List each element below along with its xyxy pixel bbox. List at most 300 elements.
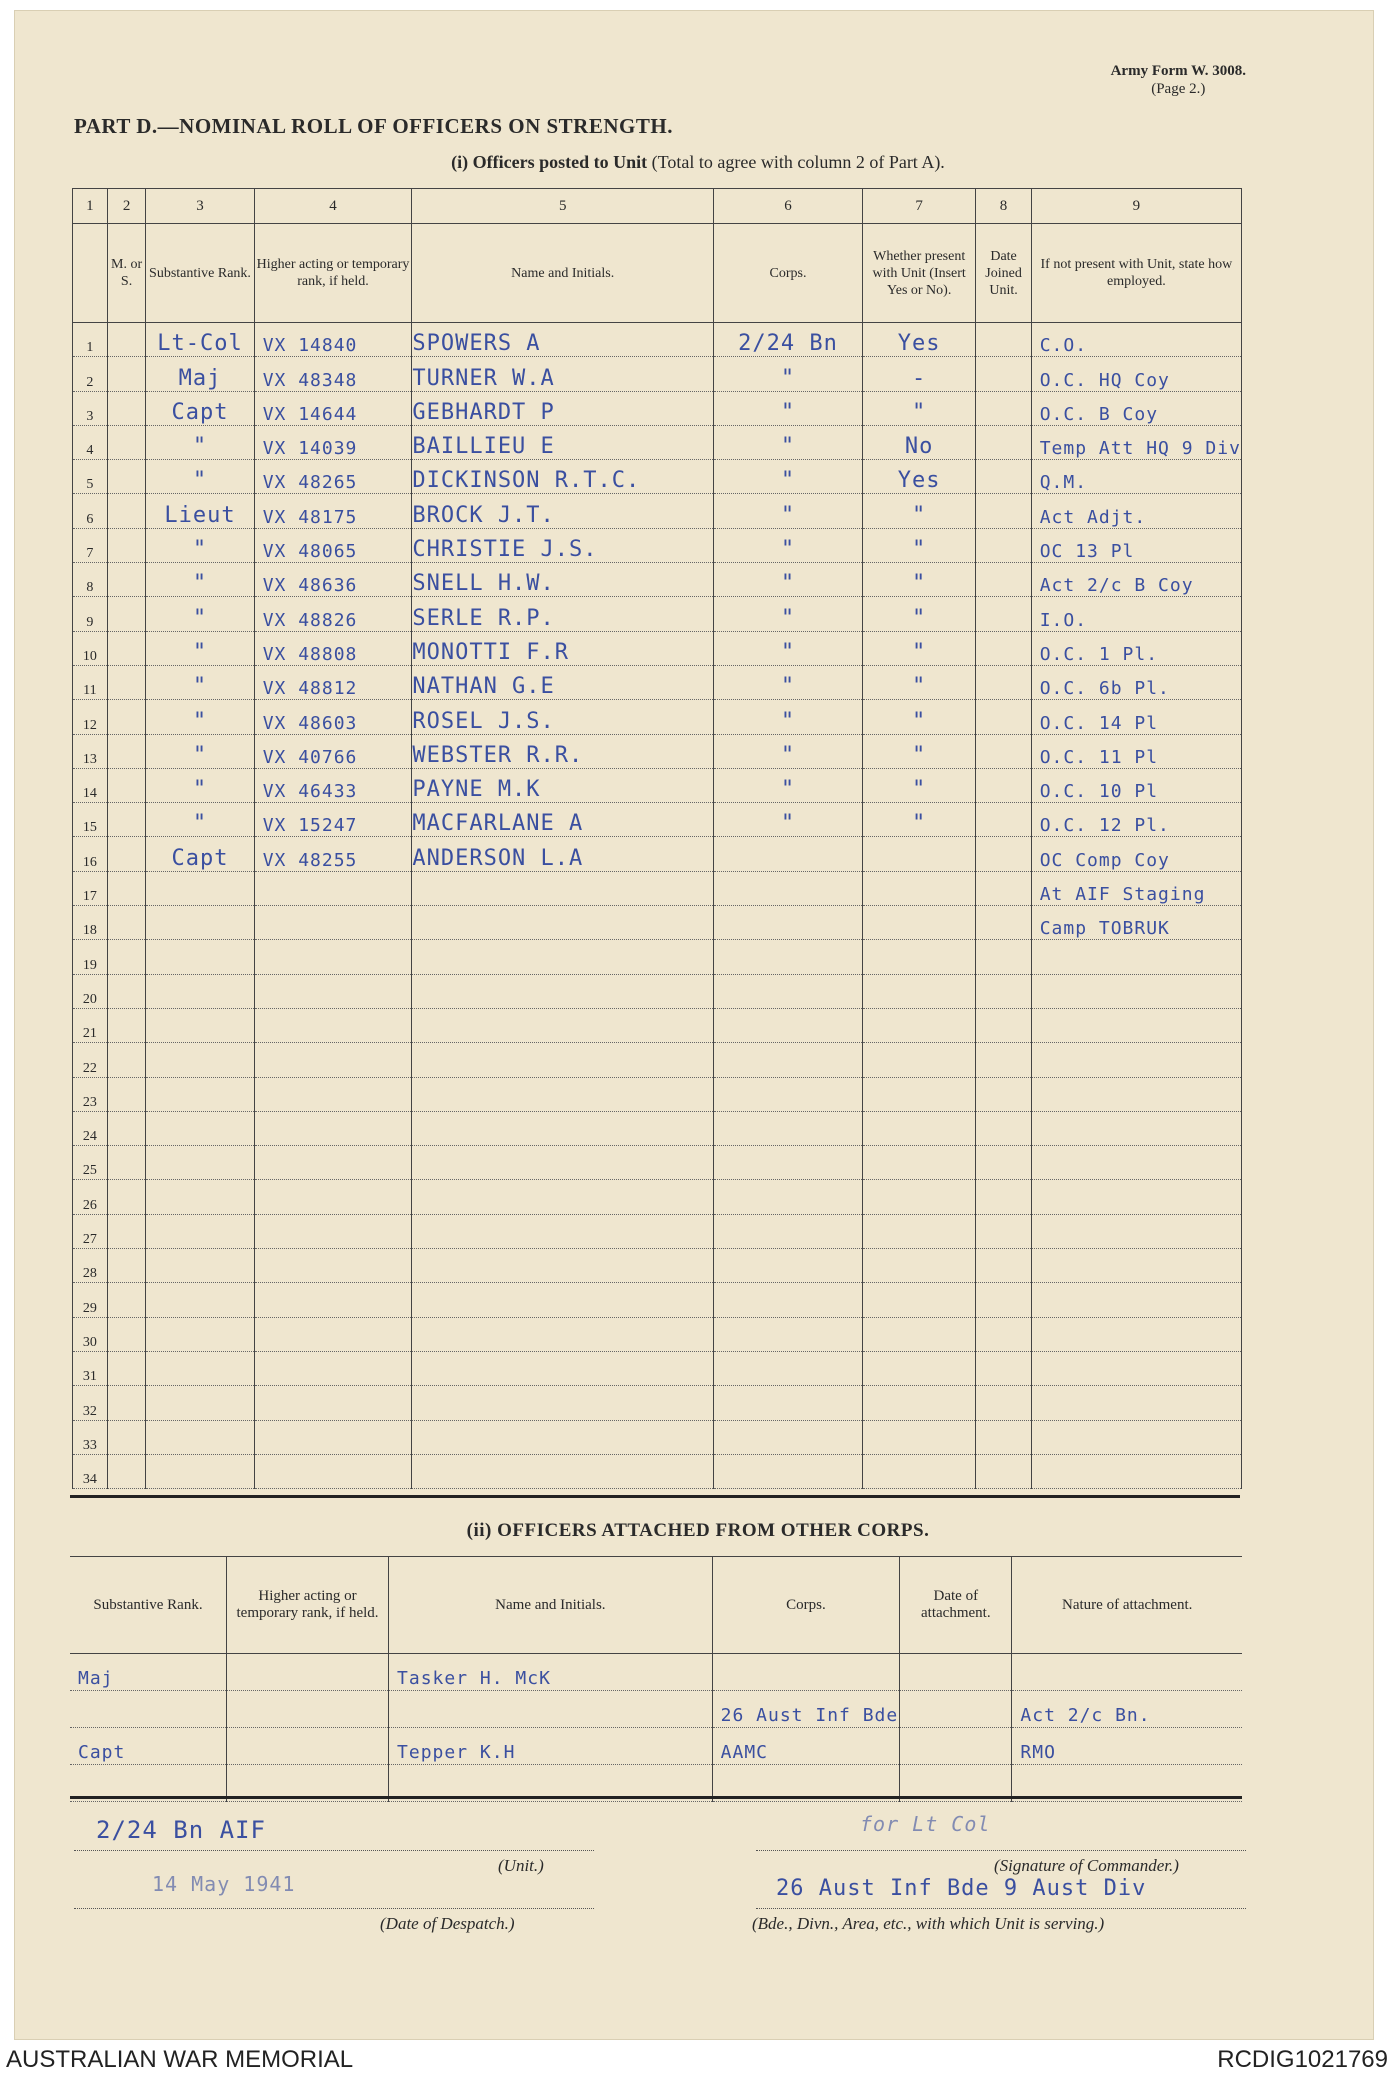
table-row <box>73 1317 1242 1351</box>
substantive-rank-cell <box>146 1146 254 1180</box>
table-row <box>73 494 1242 528</box>
ms-cell <box>107 700 145 734</box>
date-joined-cell <box>976 1386 1031 1420</box>
col-number: 6 <box>714 189 863 224</box>
ms-cell <box>107 1454 145 1488</box>
table-row <box>73 1386 1242 1420</box>
date-joined-cell <box>976 1077 1031 1111</box>
higher-rank-cell: VX 48255 <box>254 837 412 871</box>
substantive-rank-cell <box>146 1111 254 1145</box>
table-row <box>73 734 1242 768</box>
page-number: (Page 2.) <box>1151 81 1206 97</box>
corps-cell <box>714 1077 863 1111</box>
higher-rank-cell <box>254 1283 412 1317</box>
col-header: Nature of attachment. <box>1012 1557 1242 1654</box>
date-joined-cell <box>976 357 1031 391</box>
corps-cell: " <box>714 494 863 528</box>
date-joined-cell <box>976 1180 1031 1214</box>
name-cell <box>412 1146 714 1180</box>
substantive-rank-cell: " <box>146 803 254 837</box>
date-line <box>74 1908 594 1909</box>
name-cell: ROSEL J.S. <box>412 700 714 734</box>
date-joined-cell <box>976 871 1031 905</box>
substantive-rank-cell <box>146 906 254 940</box>
date-joined-cell <box>976 528 1031 562</box>
table-row <box>73 1077 1242 1111</box>
present-cell <box>862 1146 976 1180</box>
ms-cell <box>107 1283 145 1317</box>
higher-rank-cell <box>254 1420 412 1454</box>
corps-cell <box>714 906 863 940</box>
present-cell <box>862 1249 976 1283</box>
col-number: 4 <box>254 189 412 224</box>
table-row <box>73 1351 1242 1385</box>
archive-credit: AUSTRALIAN WAR MEMORIAL <box>6 2046 354 2073</box>
substantive-rank-cell: " <box>146 665 254 699</box>
ms-cell <box>107 323 145 357</box>
corps-cell <box>714 1214 863 1248</box>
date-joined-cell <box>976 1283 1031 1317</box>
present-cell: " <box>862 597 976 631</box>
ms-cell <box>107 940 145 974</box>
name-cell: MONOTTI F.R <box>412 631 714 665</box>
present-cell <box>862 940 976 974</box>
substantive-rank-cell <box>146 1420 254 1454</box>
employment-cell: OC Comp Coy <box>1031 837 1241 871</box>
employment-cell: At AIF Staging <box>1031 871 1241 905</box>
present-cell <box>862 974 976 1008</box>
row-number: 28 <box>73 1249 108 1283</box>
present-cell <box>862 1043 976 1077</box>
higher-rank-cell: VX 48175 <box>254 494 412 528</box>
name-cell: NATHAN G.E <box>412 665 714 699</box>
ms-cell <box>107 460 145 494</box>
present-cell: Yes <box>862 460 976 494</box>
section1-title-rest: (Total to agree with column 2 of Part A). <box>647 152 945 172</box>
date-joined-cell <box>976 700 1031 734</box>
present-cell <box>862 1008 976 1042</box>
brigade-line <box>756 1908 1246 1909</box>
table-row <box>73 1249 1242 1283</box>
ms-cell <box>107 631 145 665</box>
substantive-rank-cell <box>146 1283 254 1317</box>
col-header: Whether present with Unit (Insert Yes or No). <box>862 224 976 323</box>
corps-cell <box>714 940 863 974</box>
col-number: 5 <box>412 189 714 224</box>
col-header: Name and Initials. <box>412 224 714 323</box>
col-header <box>73 224 108 323</box>
col-header: Substantive Rank. <box>146 224 254 323</box>
name-cell: WEBSTER R.R. <box>412 734 714 768</box>
date-joined-cell <box>976 665 1031 699</box>
employment-cell <box>1031 1454 1241 1488</box>
present-cell: " <box>862 768 976 802</box>
corps-cell: " <box>714 734 863 768</box>
column-header-row <box>70 1557 1242 1654</box>
row-number: 7 <box>73 528 108 562</box>
substantive-rank-cell: Lieut <box>146 494 254 528</box>
table-row <box>73 1008 1242 1042</box>
officers-posted-body <box>73 323 1242 1489</box>
row-number: 25 <box>73 1146 108 1180</box>
table-row <box>73 906 1242 940</box>
present-cell: " <box>862 803 976 837</box>
higher-rank-cell: VX 14644 <box>254 391 412 425</box>
employment-cell: O.C. 1 Pl. <box>1031 631 1241 665</box>
table-row <box>73 1111 1242 1145</box>
ms-cell <box>107 1008 145 1042</box>
row-number: 2 <box>73 357 108 391</box>
substantive-rank-cell: " <box>146 528 254 562</box>
date-joined-cell <box>976 631 1031 665</box>
attached-higher-cell <box>227 1691 389 1728</box>
ms-cell <box>107 803 145 837</box>
higher-rank-cell <box>254 1214 412 1248</box>
row-number: 6 <box>73 494 108 528</box>
col-header: Higher acting or temporary rank, if held. <box>254 224 412 323</box>
present-cell <box>862 837 976 871</box>
higher-rank-cell <box>254 1351 412 1385</box>
col-header: Name and Initials. <box>389 1557 713 1654</box>
col-header: Higher acting or temporary rank, if held. <box>227 1557 389 1654</box>
name-cell <box>412 1454 714 1488</box>
table-row <box>73 974 1242 1008</box>
higher-rank-cell <box>254 906 412 940</box>
corps-cell <box>714 1386 863 1420</box>
higher-rank-cell <box>254 1386 412 1420</box>
col-number: 2 <box>107 189 145 224</box>
present-cell <box>862 1351 976 1385</box>
corps-cell <box>714 1249 863 1283</box>
row-number: 10 <box>73 631 108 665</box>
ms-cell <box>107 837 145 871</box>
attached-name-cell: Tasker H. McK <box>389 1654 713 1691</box>
employment-cell: O.C. 6b Pl. <box>1031 665 1241 699</box>
present-cell: " <box>862 700 976 734</box>
ms-cell <box>107 734 145 768</box>
row-number: 23 <box>73 1077 108 1111</box>
corps-cell <box>714 837 863 871</box>
corps-cell <box>714 1111 863 1145</box>
ms-cell <box>107 391 145 425</box>
date-joined-cell <box>976 1111 1031 1145</box>
employment-cell <box>1031 974 1241 1008</box>
attached-higher-cell <box>227 1654 389 1691</box>
corps-cell: " <box>714 425 863 459</box>
substantive-rank-cell: " <box>146 631 254 665</box>
corps-cell: " <box>714 357 863 391</box>
name-cell: GEBHARDT P <box>412 391 714 425</box>
date-value: 14 May 1941 <box>152 1872 296 1896</box>
row-number: 32 <box>73 1386 108 1420</box>
table-row <box>73 391 1242 425</box>
row-number: 21 <box>73 1008 108 1042</box>
higher-rank-cell <box>254 1180 412 1214</box>
name-cell: CHRISTIE J.S. <box>412 528 714 562</box>
employment-cell <box>1031 1317 1241 1351</box>
substantive-rank-cell: Maj <box>146 357 254 391</box>
present-cell: " <box>862 391 976 425</box>
present-cell <box>862 1317 976 1351</box>
present-cell <box>862 1454 976 1488</box>
col-number: 8 <box>976 189 1031 224</box>
name-cell: SERLE R.P. <box>412 597 714 631</box>
higher-rank-cell <box>254 1077 412 1111</box>
date-joined-cell <box>976 768 1031 802</box>
attached-name-cell: Tepper K.H <box>389 1728 713 1765</box>
corps-cell: " <box>714 391 863 425</box>
substantive-rank-cell <box>146 1249 254 1283</box>
ms-cell <box>107 1386 145 1420</box>
present-cell: " <box>862 665 976 699</box>
date-joined-cell <box>976 460 1031 494</box>
employment-cell: Temp Att HQ 9 Div <box>1031 425 1241 459</box>
employment-cell: Camp TOBRUK <box>1031 906 1241 940</box>
name-cell: BROCK J.T. <box>412 494 714 528</box>
substantive-rank-cell <box>146 1317 254 1351</box>
higher-rank-cell: VX 48603 <box>254 700 412 734</box>
higher-rank-cell: VX 48812 <box>254 665 412 699</box>
higher-rank-cell <box>254 1317 412 1351</box>
higher-rank-cell: VX 46433 <box>254 768 412 802</box>
attached-date-cell <box>900 1728 1012 1765</box>
name-cell <box>412 974 714 1008</box>
row-number: 8 <box>73 563 108 597</box>
corps-cell <box>714 1043 863 1077</box>
table-row <box>73 768 1242 802</box>
higher-rank-cell: VX 48065 <box>254 528 412 562</box>
present-cell: " <box>862 631 976 665</box>
substantive-rank-cell <box>146 1077 254 1111</box>
higher-rank-cell: VX 48265 <box>254 460 412 494</box>
attached-corps-cell: AAMC <box>712 1728 900 1765</box>
col-number: 1 <box>73 189 108 224</box>
higher-rank-cell <box>254 1249 412 1283</box>
brigade-label: (Bde., Divn., Area, etc., with which Unit is serving.) <box>752 1914 1105 1933</box>
name-cell: PAYNE M.K <box>412 768 714 802</box>
date-joined-cell <box>976 425 1031 459</box>
substantive-rank-cell: Capt <box>146 391 254 425</box>
corps-cell <box>714 1008 863 1042</box>
attached-name-cell <box>389 1691 713 1728</box>
officers-posted-table <box>72 188 1242 1489</box>
row-number: 3 <box>73 391 108 425</box>
attached-nature-cell: RMO <box>1012 1728 1242 1765</box>
col-header: Date Joined Unit. <box>976 224 1031 323</box>
table-row <box>73 460 1242 494</box>
attached-higher-cell <box>227 1728 389 1765</box>
corps-cell <box>714 1180 863 1214</box>
date-joined-cell <box>976 1420 1031 1454</box>
corps-cell <box>714 1317 863 1351</box>
table-row <box>73 528 1242 562</box>
column-header-row <box>73 224 1242 323</box>
col-header: If not present with Unit, state how employed. <box>1031 224 1241 323</box>
ms-cell <box>107 665 145 699</box>
row-number: 26 <box>73 1180 108 1214</box>
attached-nature-cell: Act 2/c Bn. <box>1012 1691 1242 1728</box>
name-cell: TURNER W.A <box>412 357 714 391</box>
section-divider <box>70 1796 1242 1799</box>
unit-value: 2/24 Bn AIF <box>96 1816 266 1844</box>
higher-rank-cell: VX 48826 <box>254 597 412 631</box>
row-number: 12 <box>73 700 108 734</box>
employment-cell: Act 2/c B Coy <box>1031 563 1241 597</box>
employment-cell: Act Adjt. <box>1031 494 1241 528</box>
table-row <box>73 940 1242 974</box>
corps-cell <box>714 1283 863 1317</box>
present-cell: " <box>862 563 976 597</box>
substantive-rank-cell <box>146 1043 254 1077</box>
column-number-row <box>73 189 1242 224</box>
ms-cell <box>107 563 145 597</box>
ms-cell <box>107 1180 145 1214</box>
attached-date-cell <box>900 1654 1012 1691</box>
employment-cell: O.C. 11 Pl <box>1031 734 1241 768</box>
present-cell: " <box>862 734 976 768</box>
date-joined-cell <box>976 837 1031 871</box>
ms-cell <box>107 425 145 459</box>
corps-cell <box>714 1420 863 1454</box>
substantive-rank-cell <box>146 940 254 974</box>
higher-rank-cell: VX 15247 <box>254 803 412 837</box>
ms-cell <box>107 494 145 528</box>
officers-attached-body <box>70 1654 1242 1802</box>
higher-rank-cell: VX 14840 <box>254 323 412 357</box>
officers-attached-table <box>70 1556 1242 1802</box>
ms-cell <box>107 1111 145 1145</box>
name-cell <box>412 1351 714 1385</box>
name-cell <box>412 1249 714 1283</box>
table-row <box>73 425 1242 459</box>
date-joined-cell <box>976 1454 1031 1488</box>
row-number: 17 <box>73 871 108 905</box>
unit-line <box>74 1850 594 1851</box>
corps-cell: " <box>714 768 863 802</box>
date-label: (Date of Despatch.) <box>380 1914 515 1933</box>
corps-cell <box>714 1351 863 1385</box>
name-cell <box>412 1077 714 1111</box>
table-row <box>73 631 1242 665</box>
substantive-rank-cell: " <box>146 425 254 459</box>
higher-rank-cell <box>254 1111 412 1145</box>
row-number: 18 <box>73 906 108 940</box>
name-cell: SNELL H.W. <box>412 563 714 597</box>
substantive-rank-cell <box>146 1008 254 1042</box>
table-row <box>73 1454 1242 1488</box>
row-number: 5 <box>73 460 108 494</box>
table-row <box>73 1180 1242 1214</box>
higher-rank-cell: VX 48636 <box>254 563 412 597</box>
employment-cell: OC 13 Pl <box>1031 528 1241 562</box>
row-number: 19 <box>73 940 108 974</box>
ms-cell <box>107 1043 145 1077</box>
substantive-rank-cell <box>146 1454 254 1488</box>
table-row <box>73 871 1242 905</box>
corps-cell: " <box>714 563 863 597</box>
higher-rank-cell: VX 48348 <box>254 357 412 391</box>
date-joined-cell <box>976 734 1031 768</box>
higher-rank-cell <box>254 1008 412 1042</box>
commander-line <box>756 1850 1246 1851</box>
ms-cell <box>107 597 145 631</box>
ms-cell <box>107 1146 145 1180</box>
substantive-rank-cell: " <box>146 597 254 631</box>
substantive-rank-cell: " <box>146 734 254 768</box>
present-cell: " <box>862 494 976 528</box>
row-number: 1 <box>73 323 108 357</box>
row-number: 22 <box>73 1043 108 1077</box>
employment-cell: O.C. HQ Coy <box>1031 357 1241 391</box>
date-joined-cell <box>976 974 1031 1008</box>
employment-cell: O.C. 14 Pl <box>1031 700 1241 734</box>
substantive-rank-cell: " <box>146 460 254 494</box>
employment-cell <box>1031 1351 1241 1385</box>
section2-title: (ii) OFFICERS ATTACHED FROM OTHER CORPS. <box>466 1520 930 1541</box>
employment-cell <box>1031 1214 1241 1248</box>
row-number: 33 <box>73 1420 108 1454</box>
unit-label: (Unit.) <box>498 1856 544 1875</box>
substantive-rank-cell <box>146 1351 254 1385</box>
corps-cell: " <box>714 631 863 665</box>
name-cell <box>412 871 714 905</box>
corps-cell: " <box>714 460 863 494</box>
present-cell <box>862 1180 976 1214</box>
name-cell <box>412 1180 714 1214</box>
ms-cell <box>107 1214 145 1248</box>
present-cell <box>862 906 976 940</box>
row-number: 15 <box>73 803 108 837</box>
col-header: Corps. <box>714 224 863 323</box>
corps-cell <box>714 1454 863 1488</box>
ms-cell <box>107 974 145 1008</box>
row-number: 34 <box>73 1454 108 1488</box>
attached-rank-cell: Maj <box>70 1654 227 1691</box>
employment-cell: Q.M. <box>1031 460 1241 494</box>
corps-cell: " <box>714 803 863 837</box>
col-header: Date of attachment. <box>900 1557 1012 1654</box>
corps-cell <box>714 871 863 905</box>
table-row <box>73 1420 1242 1454</box>
section-divider <box>70 1495 1240 1498</box>
date-joined-cell <box>976 803 1031 837</box>
substantive-rank-cell: " <box>146 768 254 802</box>
present-cell <box>862 1283 976 1317</box>
present-cell <box>862 1111 976 1145</box>
higher-rank-cell <box>254 974 412 1008</box>
employment-cell <box>1031 1420 1241 1454</box>
corps-cell: " <box>714 597 863 631</box>
row-number: 27 <box>73 1214 108 1248</box>
present-cell <box>862 1386 976 1420</box>
ms-cell <box>107 768 145 802</box>
employment-cell <box>1031 1146 1241 1180</box>
attached-date-cell <box>900 1691 1012 1728</box>
employment-cell <box>1031 1180 1241 1214</box>
attached-corps-cell <box>712 1654 900 1691</box>
col-header: M. or S. <box>107 224 145 323</box>
date-joined-cell <box>976 1317 1031 1351</box>
col-number: 9 <box>1031 189 1241 224</box>
employment-cell: O.C. B Coy <box>1031 391 1241 425</box>
table-row <box>70 1728 1242 1765</box>
ms-cell <box>107 1077 145 1111</box>
ms-cell <box>107 1317 145 1351</box>
substantive-rank-cell <box>146 974 254 1008</box>
employment-cell: I.O. <box>1031 597 1241 631</box>
section1-title-bold: (i) Officers posted to Unit <box>451 152 648 172</box>
row-number: 4 <box>73 425 108 459</box>
